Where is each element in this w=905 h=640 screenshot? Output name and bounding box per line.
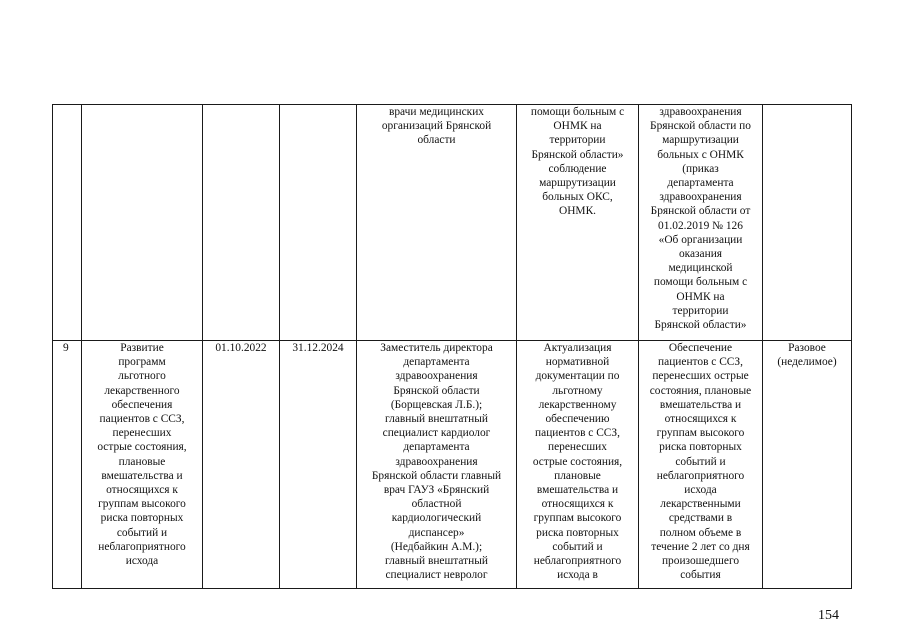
cell-responsible: Заместитель директора департамента здравоохранения Брянской области (Борщевская Л.Б.); главный внештатный специалист кардиолог департамента здравоохранения Брянской области главный врач ГАУЗ «Брянский областной кардиологический диспансер» (Недбайкин А.М.); главный внештатный специалист невролог — [357, 341, 517, 589]
cell-type — [763, 105, 852, 341]
cell-responsible: врачи медицинских организаций Брянской области — [357, 105, 517, 341]
cell-name — [82, 105, 203, 341]
cell-end-date: 31.12.2024 — [280, 341, 357, 589]
table-row — [53, 341, 852, 589]
cell-type: Разовое (неделимое) — [763, 341, 852, 589]
page-number: 154 — [818, 608, 839, 623]
cell-result: Обеспечение пациентов с ССЗ, перенесших острые состояния, плановые вмешательства и относящихся к группам высокого риска повторных событий и неблагоприятного исхода лекарственными средствами в полном объеме в течение 2 лет со дня произошедшего события — [639, 341, 763, 589]
cell-end-date — [280, 105, 357, 341]
cell-measure: Актуализация нормативной документации по льготному лекарственному обеспечению пациентов с ССЗ, перенесших острые состояния, плановые вмешательства и относящихся к группам высокого риска повторных событий и неблагоприятного исхода в — [517, 341, 639, 589]
cell-start-date: 01.10.2022 — [203, 341, 280, 589]
cell-number — [53, 105, 82, 341]
cell-measure: помощи больным с ОНМК на территории Брянской области» соблюдение маршрутизации больных ОКС, ОНМК. — [517, 105, 639, 341]
document-table — [52, 104, 852, 589]
cell-number: 9 — [53, 341, 82, 589]
cell-name: Развитие программ льготного лекарственного обеспечения пациентов с ССЗ, перенесших острые состояния, плановые вмешательства и относящихся к группам высокого риска повторных событий и неблагоприятного исхода — [82, 341, 203, 589]
table-row — [53, 105, 852, 341]
cell-start-date — [203, 105, 280, 341]
cell-result: здравоохранения Брянской области по маршрутизации больных с ОНМК (приказ департамента здравоохранения Брянской области от 01.02.2019 № 126 «Об организации оказания медицинской помощи больным с ОНМК на территории Брянской области» — [639, 105, 763, 341]
